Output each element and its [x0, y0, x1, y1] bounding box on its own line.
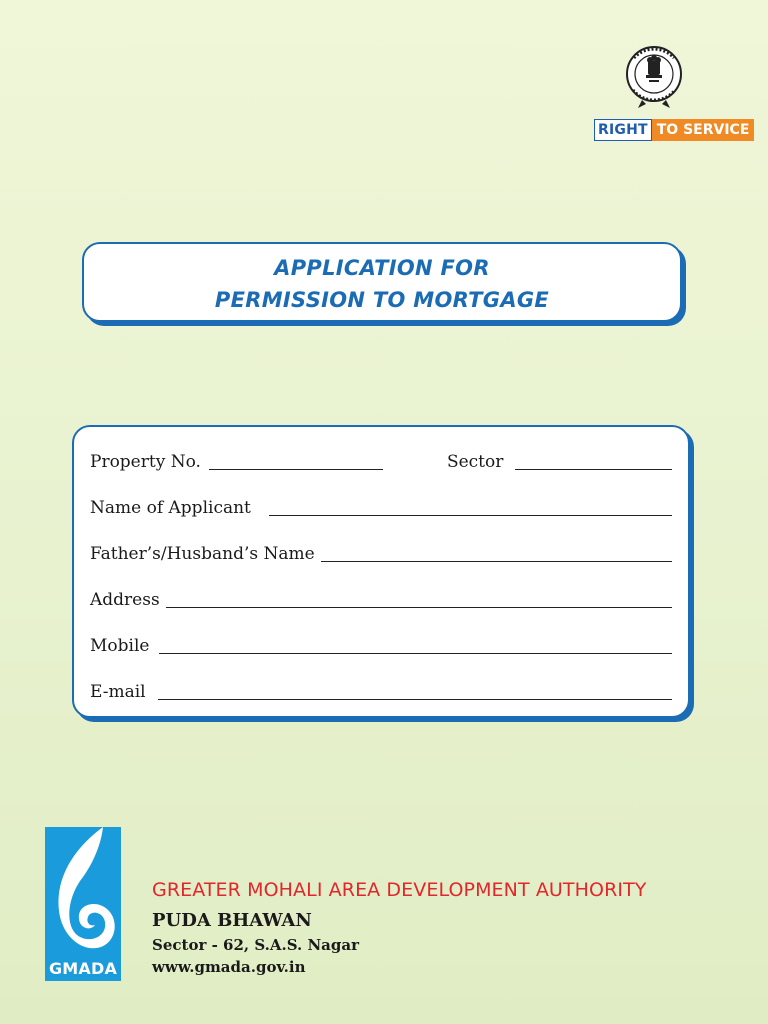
to-service-label: TO SERVICE [652, 119, 755, 141]
gmada-logo-text: GMADA [48, 959, 118, 978]
email-field[interactable] [158, 699, 672, 700]
title-box [82, 242, 682, 322]
address-field[interactable] [166, 607, 672, 608]
applicant-details-form [72, 425, 690, 718]
right-to-service-badge [594, 119, 754, 141]
father-row [90, 543, 672, 567]
right-label: RIGHT [594, 119, 652, 141]
government-seal-icon [624, 44, 684, 110]
website-link[interactable]: www.gmada.gov.in [152, 958, 306, 976]
building-name: PUDA BHAWAN [152, 910, 312, 931]
father-husband-name-field[interactable] [321, 561, 672, 562]
applicant-row [90, 497, 672, 521]
gmada-logo [45, 827, 121, 981]
property-no-field[interactable] [209, 469, 383, 470]
gmada-swirl-icon [45, 827, 121, 957]
mobile-row [90, 635, 672, 659]
applicant-name-field[interactable] [269, 515, 672, 516]
applicant-name-label: Name of Applicant [90, 498, 251, 518]
property-no-label: Property No. [90, 452, 201, 472]
title-line-1: APPLICATION FOR [274, 256, 490, 280]
sector-address: Sector - 62, S.A.S. Nagar [152, 936, 359, 954]
email-row [90, 681, 672, 705]
father-husband-name-label: Father’s/Husband’s Name [90, 544, 315, 564]
mobile-field[interactable] [159, 653, 672, 654]
title-line-2: PERMISSION TO MORTGAGE [214, 288, 550, 312]
mobile-label: Mobile [90, 636, 150, 656]
address-row [90, 589, 672, 613]
address-label: Address [90, 590, 160, 610]
email-label: E-mail [90, 682, 146, 702]
property-row [90, 451, 672, 475]
sector-field[interactable] [515, 469, 672, 470]
sector-label: Sector [446, 452, 504, 472]
authority-name: GREATER MOHALI AREA DEVELOPMENT AUTHORITY [152, 879, 647, 901]
